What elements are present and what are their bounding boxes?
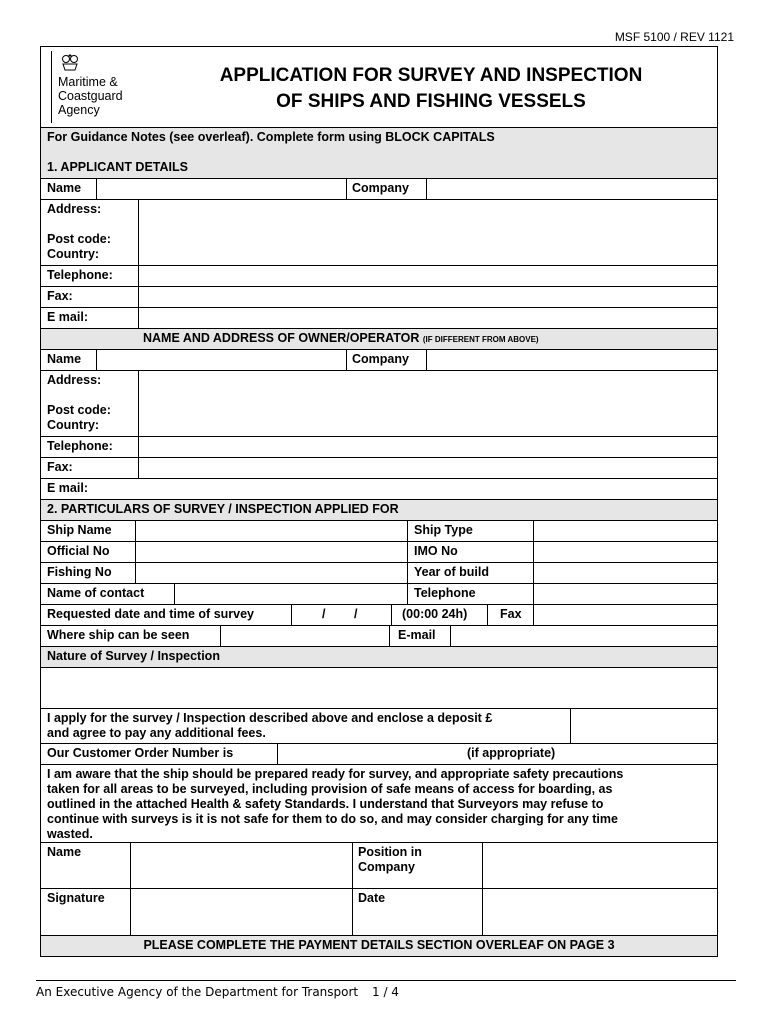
owner-email-row	[41, 478, 717, 499]
application-form	[40, 46, 718, 957]
applicant-address-row	[41, 199, 717, 265]
contact-telephone-label-cell	[407, 584, 534, 604]
requested-date-row	[41, 604, 717, 625]
ship-type-label-cell	[407, 521, 534, 541]
page-number: 1 / 4	[372, 985, 399, 999]
owner-heading-note: (IF DIFFERENT FROM ABOVE)	[422, 335, 539, 344]
ship-name-row	[41, 520, 717, 541]
applicant-country-label: Country:	[47, 247, 100, 261]
requested-date-label: Requested date and time of survey	[47, 607, 255, 621]
owner-heading	[143, 331, 539, 345]
requested-time-field[interactable]	[391, 605, 488, 625]
requested-date-field[interactable]	[291, 605, 392, 625]
date-separator-1: /	[322, 607, 326, 621]
signature-label: Signature	[47, 891, 105, 905]
owner-heading-text: NAME AND ADDRESS OF OWNER/OPERATOR	[143, 331, 420, 345]
payment-note: PLEASE COMPLETE THE PAYMENT DETAILS SECTION OVERLEAF ON PAGE 3	[143, 938, 615, 952]
owner-name-row	[41, 349, 717, 370]
applicant-address-label: Address:	[47, 202, 102, 216]
imo-no-field[interactable]	[533, 542, 717, 562]
sign-name-field[interactable]	[130, 843, 353, 888]
order-number-field[interactable]	[277, 744, 464, 764]
position-label-line1: Position in	[358, 845, 422, 859]
survey-fax-field[interactable]	[533, 605, 717, 625]
owner-address-label: Address:	[47, 373, 102, 387]
year-of-build-label-cell	[407, 563, 534, 583]
form-header	[41, 47, 717, 127]
name-of-contact-label: Name of contact	[47, 586, 145, 600]
applicant-company-label: Company	[352, 181, 409, 195]
declaration-line3: outlined in the attached Health & safety Standards. I understand that Surveyors may refuse to	[47, 797, 604, 811]
form-reference: MSF 5100 / REV 1121	[614, 30, 734, 44]
applicant-address-field[interactable]	[138, 200, 717, 265]
date-label-cell	[352, 889, 483, 935]
royal-crest-icon	[60, 53, 80, 71]
position-field[interactable]	[482, 843, 717, 888]
survey-email-label: E-mail	[398, 628, 436, 642]
fishing-no-field[interactable]	[135, 563, 408, 583]
section1-heading: 1. APPLICANT DETAILS	[47, 160, 188, 174]
deposit-text-line2: and agree to pay any additional fees.	[47, 726, 266, 740]
applicant-postcode-label: Post code:	[47, 232, 111, 246]
nature-heading-row	[41, 646, 717, 667]
year-of-build-label: Year of build	[414, 565, 490, 579]
owner-address-row	[41, 370, 717, 436]
ship-type-field[interactable]	[533, 521, 717, 541]
applicant-telephone-field[interactable]	[138, 266, 717, 286]
where-ship-label: Where ship can be seen	[47, 628, 190, 642]
owner-postcode-label: Post code:	[47, 403, 111, 417]
applicant-email-field[interactable]	[138, 308, 717, 328]
ship-type-label: Ship Type	[414, 523, 473, 537]
fishing-no-label: Fishing No	[47, 565, 112, 579]
applicant-fax-row	[41, 286, 717, 307]
guidance-text: For Guidance Notes (see overleaf). Complete form using BLOCK CAPITALS	[47, 130, 495, 144]
official-no-row	[41, 541, 717, 562]
survey-fax-label: Fax	[500, 607, 522, 621]
applicant-name-row	[41, 178, 717, 199]
survey-email-field[interactable]	[450, 626, 717, 646]
deposit-text-line1: I apply for the survey / Inspection described above and enclose a deposit £	[47, 711, 493, 725]
date-field[interactable]	[482, 889, 717, 935]
sign-name-label: Name	[47, 845, 82, 859]
ship-name-label: Ship Name	[47, 523, 112, 537]
deposit-amount-field[interactable]	[570, 709, 717, 743]
date-label: Date	[358, 891, 386, 905]
nature-of-survey-field[interactable]	[41, 667, 717, 708]
where-ship-field[interactable]	[220, 626, 390, 646]
footer-agency: An Executive Agency of the Department for Transport	[36, 985, 359, 999]
declaration-line5: wasted.	[47, 827, 93, 841]
year-of-build-field[interactable]	[533, 563, 717, 583]
order-number-label: Our Customer Order Number is	[47, 746, 234, 760]
owner-telephone-field[interactable]	[138, 437, 717, 457]
time-format-label: (00:00 24h)	[402, 607, 468, 621]
form-title-line1: APPLICATION FOR SURVEY AND INSPECTION	[219, 65, 643, 86]
position-label-cell	[352, 843, 483, 888]
form-title-line2: OF SHIPS AND FISHING VESSELS	[276, 91, 586, 112]
payment-note-row	[41, 935, 717, 956]
fishing-no-row	[41, 562, 717, 583]
survey-fax-label-cell	[487, 605, 534, 625]
sign-name-row	[41, 842, 717, 888]
imo-no-label-cell	[407, 542, 534, 562]
owner-fax-field[interactable]	[138, 458, 717, 478]
agency-name-line2: Coastguard	[58, 89, 123, 103]
contact-telephone-label: Telephone	[414, 586, 476, 600]
owner-telephone-row	[41, 436, 717, 457]
applicant-name-field[interactable]	[96, 179, 347, 199]
applicant-telephone-row	[41, 265, 717, 286]
name-of-contact-field[interactable]	[174, 584, 408, 604]
owner-name-label: Name	[47, 352, 82, 366]
applicant-email-label: E mail:	[47, 310, 88, 324]
owner-fax-row	[41, 457, 717, 478]
owner-heading-row	[41, 328, 717, 349]
agency-name-line1: Maritime &	[58, 75, 118, 89]
agency-name-line3: Agency	[58, 103, 100, 117]
owner-fax-label: Fax:	[47, 460, 73, 474]
signature-row	[41, 888, 717, 935]
guidance-section	[41, 127, 717, 178]
owner-country-label: Country:	[47, 418, 100, 432]
section2-heading: 2. PARTICULARS OF SURVEY / INSPECTION APPLIED FOR	[47, 502, 399, 516]
imo-no-label: IMO No	[414, 544, 458, 558]
owner-name-field[interactable]	[96, 350, 347, 370]
order-number-row	[41, 743, 717, 764]
signature-field[interactable]	[130, 889, 353, 935]
official-no-field[interactable]	[135, 542, 408, 562]
ship-name-field[interactable]	[135, 521, 408, 541]
applicant-telephone-label: Telephone:	[47, 268, 113, 282]
footer-divider	[36, 980, 736, 981]
order-number-note: (if appropriate)	[467, 746, 556, 760]
owner-company-label: Company	[352, 352, 409, 366]
section2-row	[41, 499, 717, 520]
deposit-row	[41, 708, 717, 743]
applicant-fax-field[interactable]	[138, 287, 717, 307]
applicant-email-row	[41, 307, 717, 328]
official-no-label: Official No	[47, 544, 110, 558]
position-label-line2: Company	[358, 860, 415, 874]
owner-address-field[interactable]	[138, 371, 717, 436]
applicant-company-field[interactable]	[426, 179, 717, 199]
owner-telephone-label: Telephone:	[47, 439, 113, 453]
applicant-company-label-cell	[346, 179, 427, 199]
owner-email-label: E mail:	[47, 481, 88, 495]
survey-email-label-cell	[389, 626, 451, 646]
owner-company-label-cell	[346, 350, 427, 370]
where-ship-row	[41, 625, 717, 646]
owner-company-field[interactable]	[426, 350, 717, 370]
declaration-line2: taken for all areas to be surveyed, including provision of safe means of access for boarding, as	[47, 782, 613, 796]
applicant-name-label: Name	[47, 181, 82, 195]
contact-row	[41, 583, 717, 604]
nature-of-survey-label: Nature of Survey / Inspection	[47, 649, 220, 663]
contact-telephone-field[interactable]	[533, 584, 717, 604]
date-separator-2: /	[354, 607, 358, 621]
declaration-row	[41, 764, 717, 842]
applicant-fax-label: Fax:	[47, 289, 73, 303]
declaration-line1: I am aware that the ship should be prepared ready for survey, and appropriate safety precautions	[47, 767, 624, 781]
declaration-line4: continue with surveys is it is not safe for them to do so, and may consider charging for any time	[47, 812, 618, 826]
